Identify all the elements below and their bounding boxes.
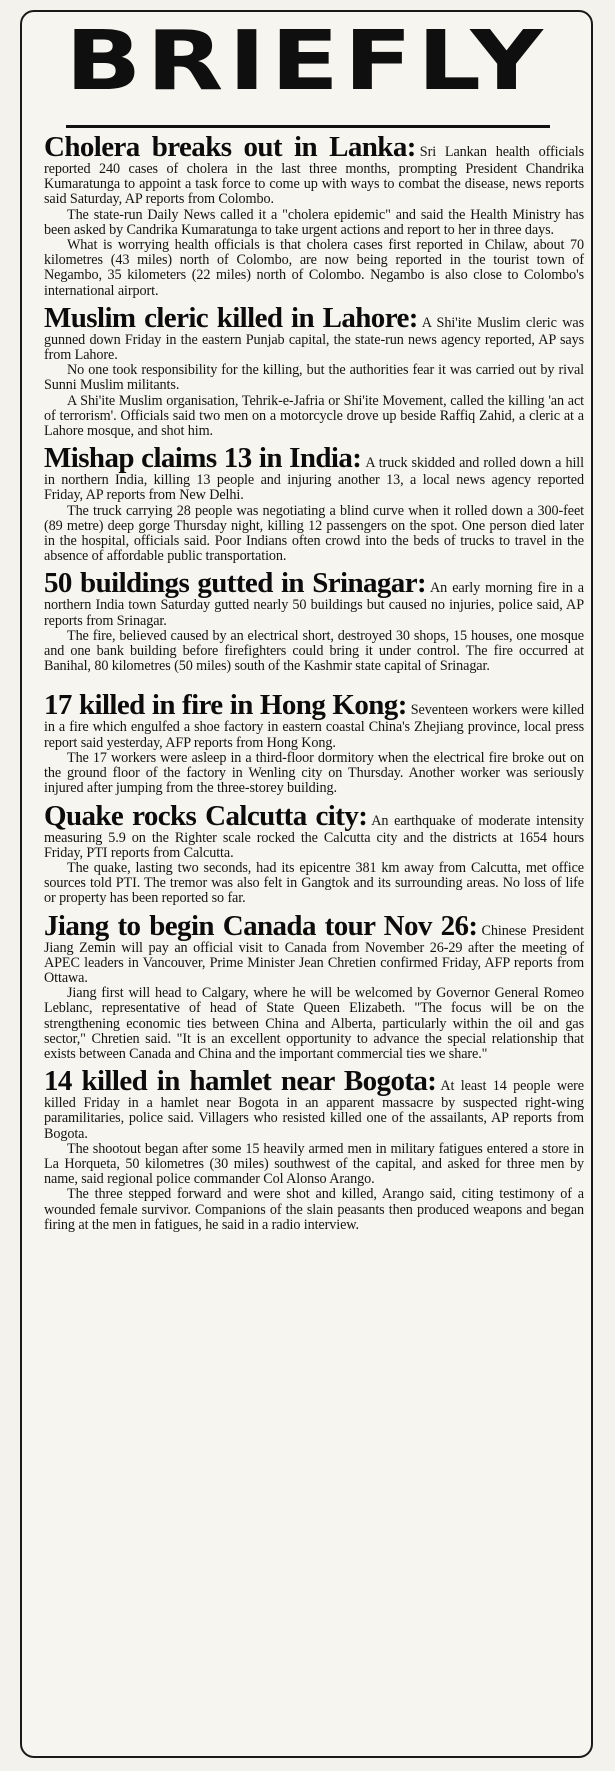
article-lead-paragraph — [44, 1066, 584, 1142]
article-cholera-lanka — [44, 132, 584, 299]
article-headline: 50 buildings gutted in Srinagar: — [44, 567, 427, 600]
masthead — [20, 10, 593, 130]
article-paragraph: The three stepped forward and were shot and killed, Arango said, citing testimony of a wounded female survivor. Companions of the slain peasants then produced weapons and began firing at the men in fatigues, he said in a radio interview. — [44, 1186, 584, 1233]
article-lead-paragraph — [44, 303, 584, 363]
article-paragraph: Jiang first will head to Calgary, where he will be welcomed by Governor General Romeo Leblanc, representative of head of State Queen Elizabeth. "The focus will be on the strengthening economic ties between China and Alberta, particularly within the oil and gas sector," Chretien said. "It is an excellent opportunity to advance the special relationship that exists between Canada and China and the important commercial ties we share." — [44, 985, 584, 1062]
article-lead: An earthquake of moderate intensity measuring 5.9 on the Righter scale rocked the Calcutta city and the districts at 1654 hours Friday, PTI reports from Calcutta. — [44, 812, 584, 861]
article-lead: Chinese President Jiang Zemin will pay an official visit to Canada from November 26-29 after the meeting of APEC leaders in Vancouver, Prime Minister Jean Chretien confirmed Friday, AFP reports from Ottawa. — [44, 922, 585, 986]
article-lead: Seventeen workers were killed in a fire which engulfed a shoe factory in eastern coastal China's Zhejiang province, local press report said yesterday, AFP reports from Hong Kong. — [44, 702, 584, 751]
masthead-rule — [66, 125, 550, 128]
article-headline: Muslim cleric killed in Lahore: — [44, 301, 418, 334]
article-paragraph: The fire, believed caused by an electrical short, destroyed 30 shops, 15 houses, one mosque and one bank building before firefighters could bring it under control. The fire occurred at Banihal, 80 kilometres (50 miles) south of the Kashmir state capital of Srinagar. — [44, 627, 584, 675]
article-paragraph: No one took responsibility for the killing, but the authorities fear it was carried out by rival Sunni Muslim militants. — [44, 362, 584, 394]
article-paragraph: The state-run Daily News called it a "cholera epidemic" and said the Health Ministry has been asked by Candrika Kumaratunga to take urgent actions and report to her in three days. — [44, 206, 584, 238]
article-lead: An early morning fire in a northern India town Saturday gutted nearly 50 buildings but caused no injuries, police said, AP reports from Srinagar. — [44, 580, 584, 629]
article-paragraph: The 17 workers were asleep in a third-floor dormitory when the electrical fire broke out on the ground floor of the factory in Wenling city on Thursday. Another worker was seriously injured after jumping from the three-storey building. — [44, 749, 584, 797]
article-paragraph: The truck carrying 28 people was negotiating a blind curve when it rolled down a 300-feet (89 metre) deep gorge Thursday night, killing 12 passengers on the spot. One person died later in the hospital, officials said. Poor Indians often crowd into the beds of trucks to travel in the absence of affordable public transportation. — [44, 502, 584, 565]
article-lead: A truck skidded and rolled down a hill in northern India, killing 13 people and injuring another 13, a local news agency reported Friday, AP reports from New Delhi. — [44, 455, 584, 504]
article-headline: Cholera breaks out in Lanka: — [44, 131, 416, 163]
article-headline: Mishap claims 13 in India: — [44, 442, 362, 475]
article-hong-kong-fire — [44, 690, 584, 796]
article-lead-paragraph — [44, 568, 584, 628]
article-lead: At least 14 people were killed Friday in a hamlet near Bogota in an apparent massacre by suspected right-wing paramilitaries, police said. Villagers who resisted killed one of the assailants, AP reports from Bogota. — [44, 1078, 584, 1142]
article-calcutta-quake — [44, 801, 584, 907]
article-headline: 17 killed in fire in Hong Kong: — [44, 689, 407, 722]
article-paragraph: The quake, lasting two seconds, had its epicentre 381 km away from Calcutta, met office sources told PTI. The tremor was also felt in Gangtok and its surrounding areas. No loss of life or property has been reported so far. — [44, 859, 584, 907]
article-lead-paragraph — [44, 132, 584, 208]
article-srinagar-fire — [44, 568, 584, 674]
article-lead-paragraph — [44, 690, 584, 750]
article-bogota-hamlet — [44, 1066, 584, 1233]
article-headline: Jiang to begin Canada tour Nov 26: — [44, 909, 478, 942]
article-lead: Sri Lankan health officials reported 240 cases of cholera in the last three months, prompting President Chandrika Kumaratunga to appoint a task force to come up with ways to combat the disease, news reports said Saturday, AP reports from Colombo. — [44, 144, 584, 208]
article-lead-paragraph — [44, 443, 584, 503]
article-paragraph: A Shi'ite Muslim organisation, Tehrik-e-Jafria or Shi'ite Movement, called the killing 'an act of terrorism'. Officials said two men on a motorcycle drove up beside Raffiq Zahid, a cleric at a Lahore mosque, and shot him. — [44, 392, 584, 440]
article-paragraph: The shootout began after some 15 heavily armed men in military fatigues entered a store in La Horqueta, 50 kilometres (30 miles) southwest of the capital, and asked for three men by name, said regional police commander Col Alonso Arango. — [44, 1140, 584, 1188]
article-lead-paragraph — [44, 911, 584, 987]
article-headline: Quake rocks Calcutta city: — [44, 799, 368, 832]
articles-column — [44, 132, 584, 1237]
article-jiang-canada — [44, 911, 584, 1063]
article-lead-paragraph — [44, 801, 584, 861]
article-headline: 14 killed in hamlet near Bogota: — [44, 1065, 437, 1098]
masthead-title: BRIEFLY — [65, 12, 548, 109]
article-lahore-cleric — [44, 303, 584, 439]
article-paragraph: What is worrying health officials is that cholera cases first reported in Chilaw, about 70 kilometres (43 miles) north of Colombo, are now being reported in the tourist town of Negambo, 35 kilometers (22 miles) north of Colombo. Negambo is also close to Colombo's international airport. — [44, 237, 584, 299]
article-india-mishap — [44, 443, 584, 564]
article-lead: A Shi'ite Muslim cleric was gunned down Friday in the eastern Punjab capital, the state-run news agency reported, AP says from Lahore. — [44, 314, 584, 364]
